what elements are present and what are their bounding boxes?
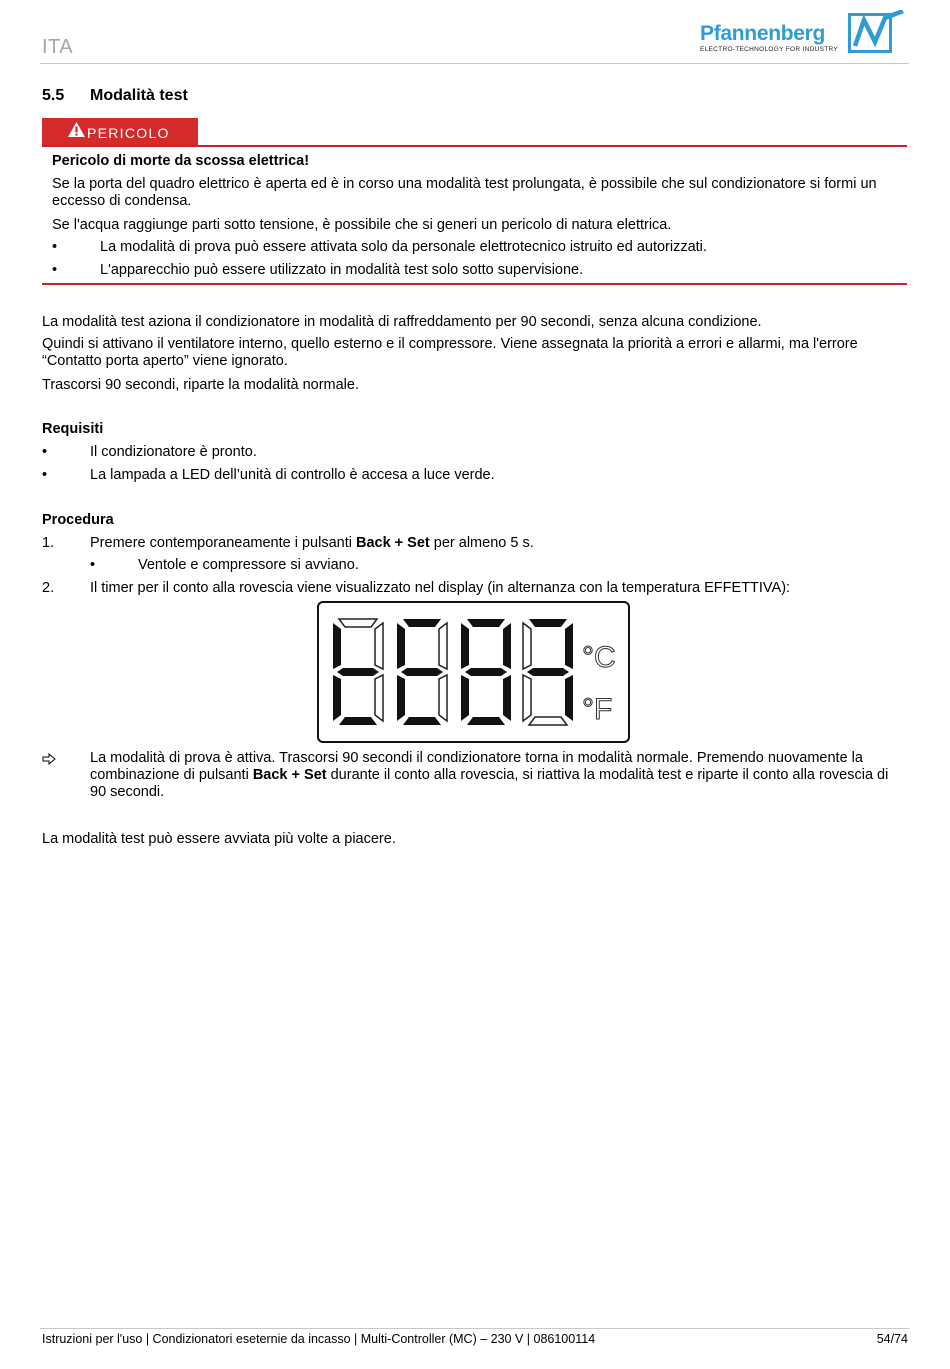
logo-mark-icon	[847, 10, 907, 56]
danger-label: PERICOLO	[87, 125, 170, 141]
danger-top-rule	[42, 145, 907, 147]
intro-paragraph: Quindi si attivano il ventilatore interno, quello esterno e il compressore. Viene assegnata la priorità a errori e allarmi, ma l'errore “Contatto porta aperto” viene ignorato.	[42, 336, 858, 369]
button-combo-text: Back + Set	[252, 767, 327, 783]
danger-paragraph: Se l'acqua raggiunge parti sotto tensione, è possibile che si generi un pericolo di natura elettrica.	[52, 217, 672, 233]
danger-bullet: • La modalità di prova può essere attivata solo da personale elettrotecnico istruito ed autorizzati.	[52, 239, 707, 255]
requisiti-item-text: La lampada a LED dell’unità di controllo è accesa a luce verde.	[90, 467, 495, 483]
step-text: Premere contemporaneamente i pulsanti	[90, 535, 356, 551]
procedura-heading: Procedura	[42, 512, 114, 528]
danger-label-tab	[42, 118, 198, 146]
substep-text: Ventole e compressore si avviano.	[138, 557, 359, 573]
result-paragraph	[90, 750, 908, 801]
digit-e	[397, 619, 447, 725]
procedura-substep: • Ventole e compressore si avviano.	[90, 557, 359, 573]
closing-paragraph: La modalità test può essere avviata più volte a piacere.	[42, 831, 396, 847]
step-number: 2.	[42, 580, 55, 596]
step-text: Il timer per il conto alla rovescia viene visualizzato nel display (in alternanza con la temperatura EFFETTIVA):	[90, 580, 791, 596]
danger-bullet: • L'apparecchio può essere utilizzato in modalità test solo sotto supervisione.	[52, 262, 584, 278]
procedura-step	[42, 580, 908, 597]
result-text: durante il conto alla rovescia, si riattiva la modalità test e riparte il conto alla rovescia di 90 secondi.	[90, 767, 889, 800]
section-number: 5.5	[42, 87, 65, 104]
unit-celsius: °C	[582, 641, 616, 674]
language-label: ITA	[42, 36, 74, 58]
logo-tagline: ELECTRO-TECHNOLOGY FOR INDUSTRY	[700, 46, 838, 53]
section-heading: Modalità test	[90, 87, 188, 104]
procedura-step	[42, 535, 908, 552]
result-arrow-icon	[42, 753, 56, 765]
intro-paragraph: Trascorsi 90 secondi, riparte la modalità normale.	[42, 377, 359, 393]
requisiti-item-text: Il condizionatore è pronto.	[90, 444, 257, 460]
intro-paragraph: La modalità test aziona il condizionatore in modalità di raffreddamento per 90 secondi, senza alcuna condizione.	[42, 314, 762, 330]
pfannenberg-logo	[698, 9, 910, 57]
page-number: 54/74	[876, 1332, 908, 1346]
danger-bullet-text: L'apparecchio può essere utilizzato in modalità test solo sotto supervisione.	[100, 262, 584, 278]
danger-paragraph: Se la porta del quadro elettrico è aperta ed è in corso una modalità test prolungata, è possibile che sul condizionatore si formi un eccesso di condensa.	[52, 176, 877, 209]
unit-fahrenheit: °F	[582, 693, 613, 726]
requisiti-heading: Requisiti	[42, 421, 104, 437]
warning-icon	[67, 121, 86, 138]
requisiti-item: • La lampada a LED dell’unità di controllo è accesa a luce verde.	[42, 467, 495, 483]
lcd-display	[317, 601, 630, 743]
button-combo-text: Back + Set	[355, 535, 430, 551]
section-title	[42, 87, 188, 105]
requisiti-item: • Il condizionatore è pronto.	[42, 444, 257, 460]
seven-segment-digits	[319, 603, 628, 741]
digit-7	[523, 619, 573, 725]
danger-bullet-text: La modalità di prova può essere attivata solo da personale elettrotecnico istruito ed autorizzati.	[100, 239, 707, 255]
logo-name: Pfannenberg	[700, 22, 826, 45]
danger-bottom-rule	[42, 283, 907, 285]
header-rule	[40, 63, 909, 64]
footer-rule	[40, 1328, 909, 1329]
footer-text: Istruzioni per l'uso | Condizionatori eseternie da incasso | Multi-Controller (MC) – 230 V | 086100114	[42, 1332, 596, 1346]
step-text: per almeno 5 s.	[429, 535, 534, 551]
digit-t	[333, 619, 383, 725]
result-text: La modalità di prova è attiva. Trascorsi 90 secondi il condizionatore torna in modalità normale. Premendo nuovamente la combinazione di pulsanti	[90, 750, 863, 783]
danger-heading: Pericolo di morte da scossa elettrica!	[52, 153, 310, 169]
step-number: 1.	[42, 535, 55, 551]
digit-8	[461, 619, 511, 725]
